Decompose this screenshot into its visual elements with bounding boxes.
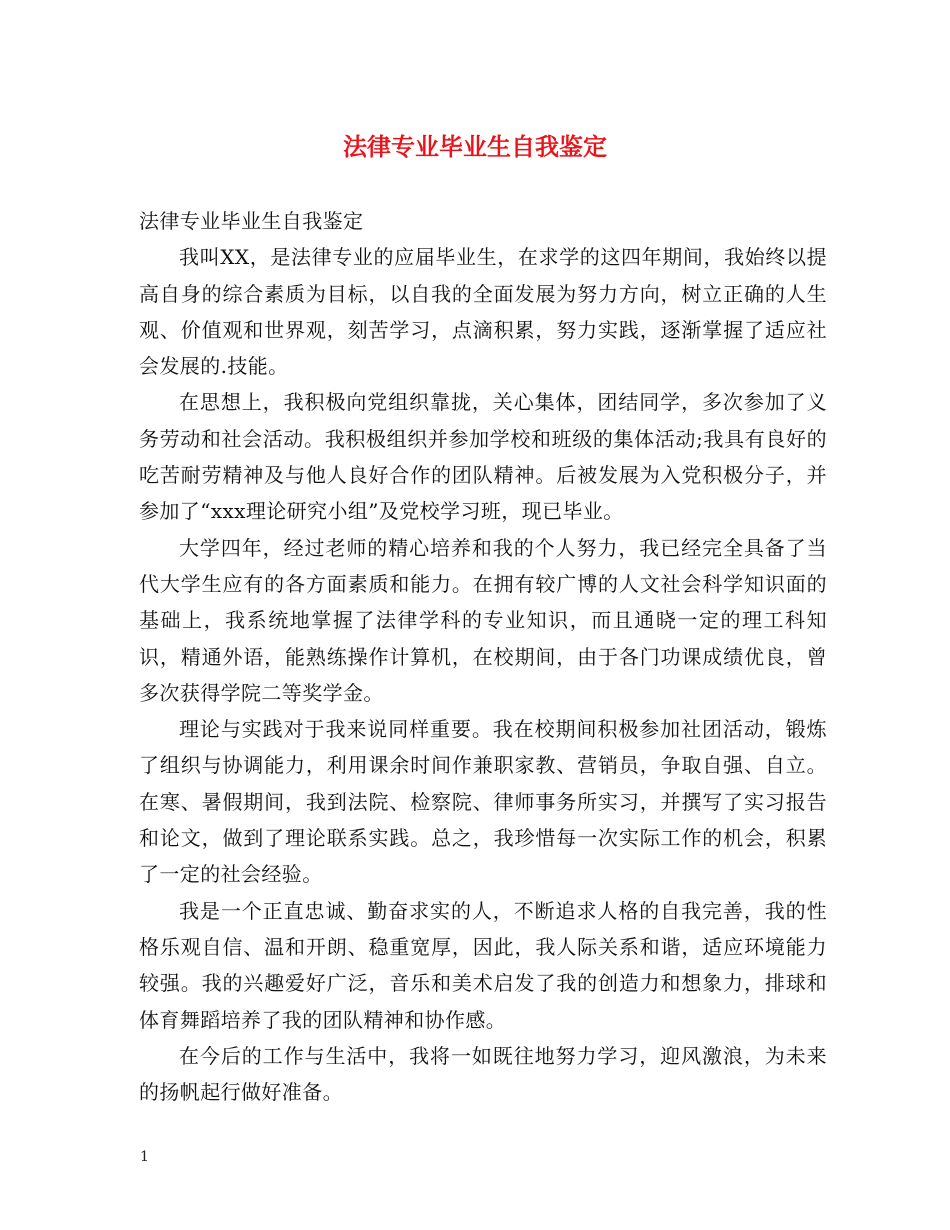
document-body [139,203,827,1110]
paragraph-ideology: 在思想上，我积极向党组织靠拢，关心集体，团结同学，多次参加了义务劳动和社会活动。我积极组织并参加学校和班级的集体活动;我具有良好的吃苦耐劳精神及与他人良好合作的团队精神。后被发展为入党积极分子，并参加了“xxx理论研究小组”及党校学习班，现已毕业。 [139,390,827,524]
document-title: 法律专业毕业生自我鉴定 [343,133,607,161]
paragraph-practice: 理论与实践对于我来说同样重要。我在校期间积极参加社团活动，锻炼了组织与协调能力，利用课余时间作兼职家教、营销员，争取自强、自立。在寒、暑假期间，我到法院、检察院、律师事务所实习，并撰写了实习报告和论文，做到了理论联系实践。总之，我珍惜每一次实际工作的机会，积累了一定的社会经验。 [139,717,827,887]
paragraph-personality: 我是一个正直忠诚、勤奋求实的人，不断追求人格的自我完善，我的性格乐观自信、温和开朗、稳重宽厚，因此，我人际关系和谐，适应环境能力较强。我的兴趣爱好广泛，音乐和美术启发了我的创造力和想象力，排球和体育舞蹈培养了我的团队精神和协作感。 [139,898,827,1032]
page-number: 1 [140,1149,149,1165]
document-heading-line: 法律专业毕业生自我鉴定 [139,209,364,233]
paragraph-intro: 我叫XX，是法律专业的应届毕业生，在求学的这四年期间，我始终以提高自身的综合素质为目标，以自我的全面发展为努力方向，树立正确的人生观、价值观和世界观，刻苦学习，点滴积累，努力实践，逐渐掌握了适应社会发展的.技能。 [139,245,827,379]
paragraph-future: 在今后的工作与生活中，我将一如既往地努力学习，迎风激浪，为未来的扬帆起行做好准备。 [139,1043,827,1105]
paragraph-study: 大学四年，经过老师的精心培养和我的个人努力，我已经完全具备了当代大学生应有的各方面素质和能力。在拥有较广博的人文社会科学知识面的基础上，我系统地掌握了法律学科的专业知识，而且通晓一定的理工科知识，精通外语，能熟练操作计算机，在校期间，由于各门功课成绩优良，曾多次获得学院二等奖学金。 [139,535,827,705]
